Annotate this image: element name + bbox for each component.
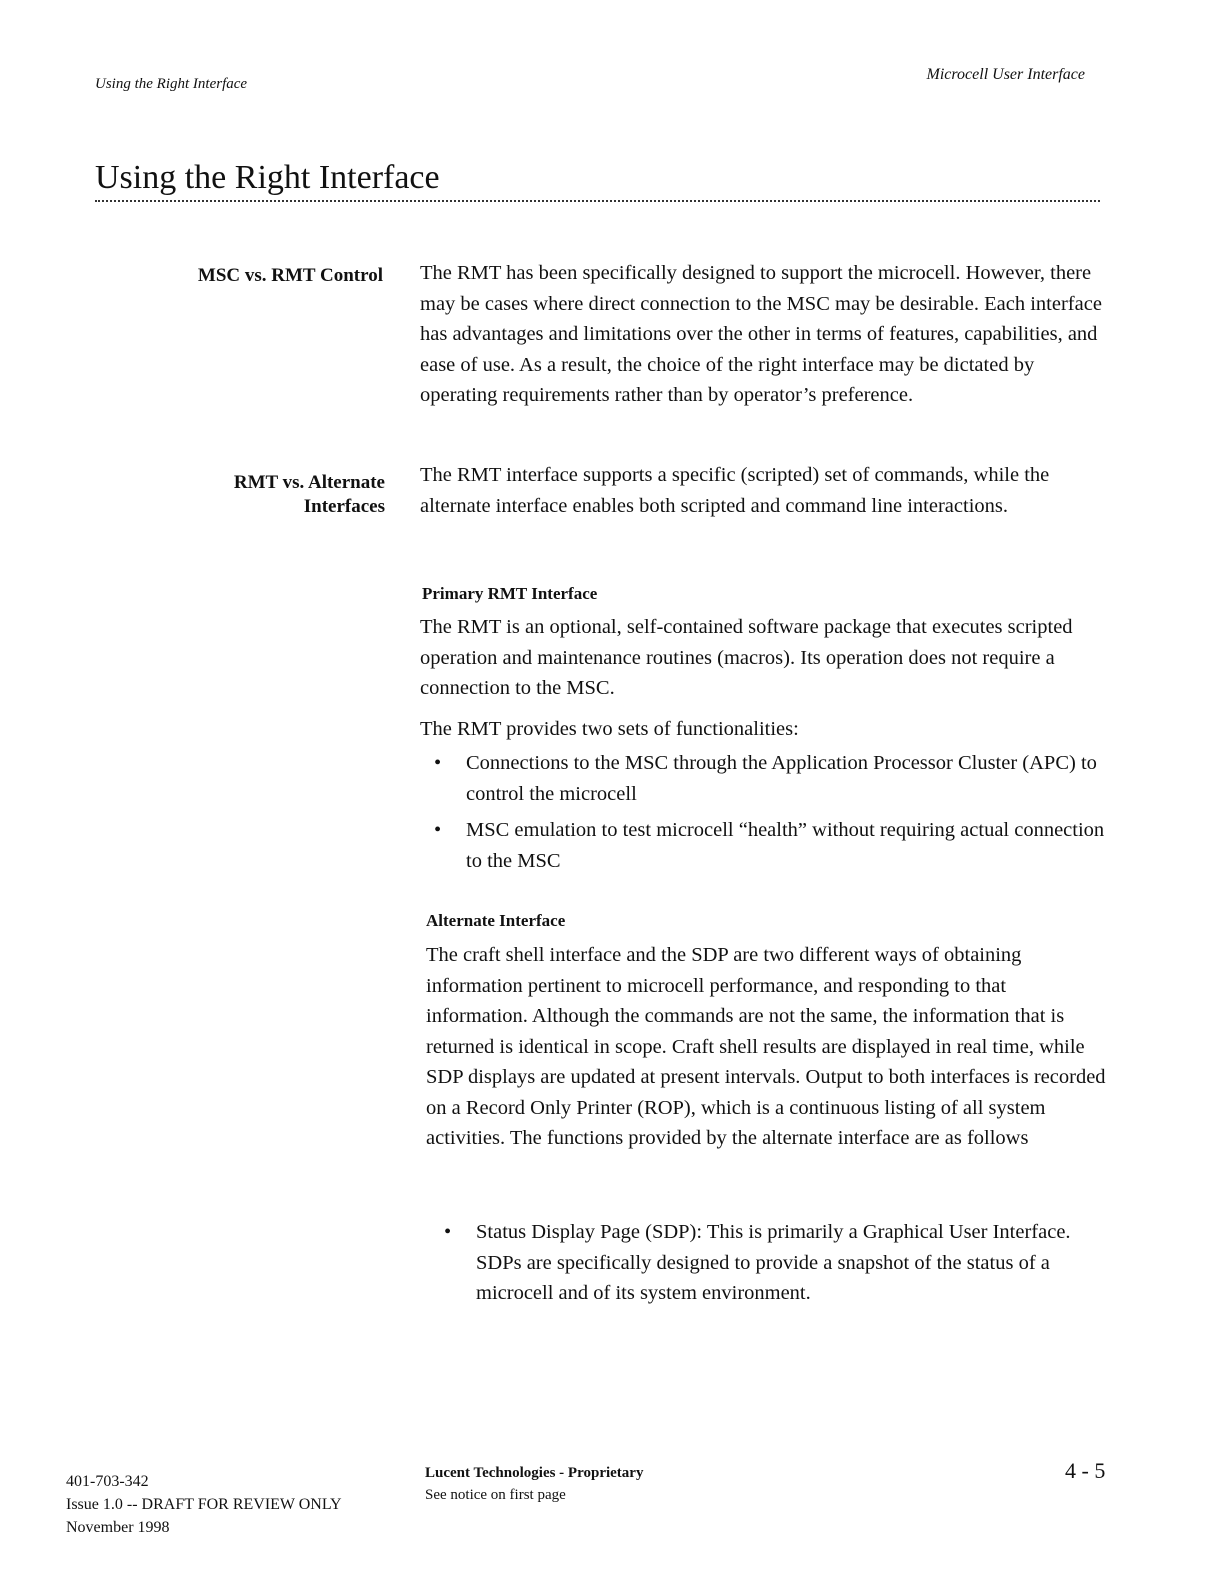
side-heading-msc-vs-rmt: MSC vs. RMT Control	[197, 265, 383, 286]
bullet-icon: •	[444, 1221, 452, 1243]
running-header-right: Microcell User Interface	[926, 66, 1085, 83]
list-item	[420, 815, 1105, 876]
footer-proprietary	[425, 1462, 643, 1506]
list-item	[420, 748, 1105, 809]
side-heading-rmt-vs-alternate	[95, 471, 385, 519]
page-title: Using the Right Interface	[95, 159, 440, 196]
page-number: 4 - 5	[1065, 1458, 1106, 1483]
bullet-list	[430, 1217, 1115, 1309]
issue-date: November 1998	[66, 1519, 170, 1536]
section-alternate-bullets	[430, 1213, 1115, 1315]
subheading-alternate: Alternate Interface	[426, 911, 566, 930]
list-item-text: MSC emulation to test microcell “health” without requiring actual connection to the MSC	[466, 819, 1105, 872]
company-proprietary: Lucent Technologies - Proprietary	[425, 1465, 644, 1481]
list-item-text: Status Display Page (SDP): This is primarily a Graphical User Interface. SDPs are specifically designed to provide a snapshot of the status of a microcell and of its system environment.	[476, 1221, 1071, 1304]
section-primary-rmt	[420, 612, 1105, 882]
document-number: 401-703-342	[66, 1473, 149, 1490]
section-rmt-vs-alternate	[420, 460, 1105, 521]
paragraph: The RMT provides two sets of functionalities:	[420, 717, 799, 740]
title-divider	[95, 200, 1100, 202]
issue-label: Issue 1.0 -- DRAFT FOR REVIEW ONLY	[66, 1496, 342, 1513]
footer-document-info	[66, 1470, 342, 1539]
side-heading-line: Interfaces	[303, 496, 385, 517]
bullet-list	[420, 748, 1105, 876]
list-item	[430, 1217, 1115, 1309]
list-item-text: Connections to the MSC through the Application Processor Cluster (APC) to control the microcell	[466, 752, 1097, 805]
side-heading-line: RMT vs. Alternate	[233, 472, 385, 493]
paragraph: The craft shell interface and the SDP are two different ways of obtaining information pertinent to microcell performance, and responding to that information. Although the commands are not the same, the information that is returned is identical in scope. Craft shell results are displayed in real time, while SDP displays are updated at present intervals. Output to both interfaces is recorded on a Record Only Printer (ROP), which is a continuous listing of all system activities. The functions provided by the alternate interface are as follows	[426, 944, 1106, 1149]
paragraph: The RMT has been specifically designed to support the microcell. However, there may be cases where direct connection to the MSC may be desirable. Each interface has advantages and limitations over the other in terms of features, capabilities, and ease of use. As a result, the choice of the right interface may be dictated by operating requirements rather than by operator’s preference.	[420, 262, 1102, 406]
bullet-icon: •	[434, 752, 442, 774]
section-alternate	[426, 940, 1111, 1154]
notice-text: See notice on first page	[425, 1487, 566, 1503]
section-msc-vs-rmt	[420, 258, 1105, 411]
bullet-icon: •	[434, 819, 442, 841]
paragraph: The RMT interface supports a specific (scripted) set of commands, while the alternate interface enables both scripted and command line interactions.	[420, 464, 1050, 517]
paragraph: The RMT is an optional, self-contained software package that executes scripted operation and maintenance routines (macros). Its operation does not require a connection to the MSC.	[420, 616, 1073, 699]
subheading-primary-rmt: Primary RMT Interface	[422, 584, 598, 603]
running-header-left: Using the Right Interface	[95, 76, 248, 92]
